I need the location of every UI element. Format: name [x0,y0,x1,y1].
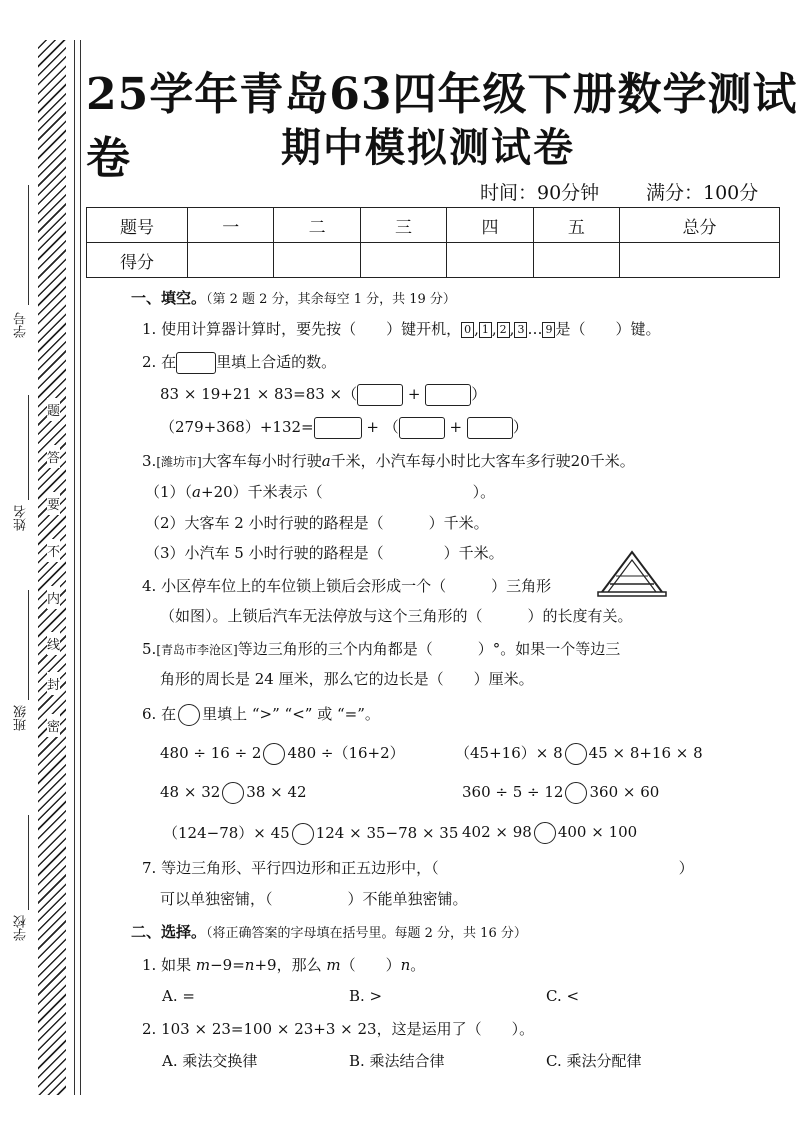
school-underline [28,815,29,910]
key-3-icon: 3 [514,322,527,338]
compare-left: 480 ÷ 16 ÷ 2 [160,744,262,762]
q1-2-expr-text: （279+368）+132= [160,418,314,436]
q1-3-text: 大客车每小时行驶 [201,452,322,470]
q1-6-text: 6. 在 [142,705,177,723]
plus-sign: + [407,385,421,403]
seal-char: 题 [47,398,60,421]
section-2-heading-line [131,921,527,942]
answer-box[interactable] [314,417,362,439]
compare-item [160,782,307,804]
compare-right: 480 ÷（16+2） [287,744,405,762]
question-1-4: 4. 小区停车位上的车位锁上锁后会形成一个（ ）三角形 [142,577,552,595]
name-label: 姓名 [14,505,29,531]
compare-circle[interactable] [565,782,587,804]
question-1-4-cont: （如图）。上锁后汽车无法停放与这个三角形的（ ）的长度有关。 [160,607,633,625]
question-1-5-cont: 角形的周长是 24 厘米，那么它的边长是（ ）厘米。 [160,670,534,688]
variable-a: a [321,452,331,470]
close-paren: ） [471,385,487,403]
plus-sign: + [366,418,379,436]
q2-1-text: 1. 如果 [142,956,196,974]
question-1-1: 1. 使用计算器计算时，要先按（ ）键开机， 0 , 1 , 2 , 3 … 9 是（ ）键。 [142,320,661,338]
seal-char: 答 [47,445,60,468]
seal-char: 要 [47,492,60,515]
q1-3-p1-text: （1）（ [145,483,193,501]
exam-full-score: 满分：100分 [646,182,759,204]
compare-left: 48 × 32 [160,783,221,801]
question-1-2 [142,351,336,374]
score-table-score-row [87,243,780,278]
q1-5-number: 5. [142,640,157,658]
seal-char: 封 [47,672,60,695]
compare-item [163,822,458,845]
score-cell[interactable] [620,243,780,278]
exam-time: 时间：90分钟 [480,182,600,204]
section-1-note: （第 2 题 2 分，其余每空 1 分，共 19 分） [206,292,456,307]
section-2-note: （将正确答案的字母填在括号里。每题 2 分，共 16 分） [206,926,527,941]
key-9-icon: 9 [542,322,555,338]
compare-circle[interactable] [565,743,587,765]
school-label: 学校 [14,915,29,941]
score-header-cell: 四 [447,208,533,243]
region-tag: [青岛市李沧区] [156,643,238,657]
variable-a: a [192,483,201,501]
question-1-7-cont: 可以单独密铺，（ ）不能单独密铺。 [160,890,468,908]
student-id-underline [28,185,29,305]
score-header-cell: 一 [188,208,274,243]
section-2-heading: 二、选择。 [131,923,207,941]
q2-1-text: −9= [210,956,245,974]
student-id-label: 学号 [14,312,29,338]
compare-right: 38 × 42 [246,783,307,801]
q1-3-number: 3. [142,452,157,470]
name-underline [28,395,29,500]
section-1-heading: 一、填空。 [131,289,207,307]
q1-3-p1-text-end: +20）千米表示（ ）。 [201,483,496,501]
close-paren: ） [512,418,528,436]
binding-line [74,40,75,1095]
question-1-7: 7. 等边三角形、平行四边形和正五边形中，（ ） [142,859,694,877]
binding-hatch [38,40,66,1095]
compare-left: （45+16）× 8 [455,744,563,762]
q1-2-expression-1 [160,383,486,406]
compare-right: 124 × 35−78 × 35 [315,824,459,842]
q1-3-part-2: （2）大客车 2 小时行驶的路程是（ ）千米。 [145,514,489,532]
option-c[interactable]: C. < [546,987,580,1005]
key-2-icon: 2 [497,322,510,338]
compare-item [455,742,703,765]
q2-1-text: 。 [410,956,426,974]
compare-left: （124−78）× 45 [163,824,290,842]
answer-box[interactable] [467,417,513,439]
compare-right: 360 × 60 [589,783,660,801]
option-b[interactable]: B. 乘法结合律 [349,1052,445,1070]
score-header-cell: 题号 [87,208,188,243]
answer-box[interactable] [399,417,445,439]
answer-box[interactable] [357,384,403,406]
seal-char: 线 [47,632,60,655]
compare-left: 402 × 98 [462,823,532,841]
q1-3-text-end: 千米，小汽车每小时比大客车多行驶20千米。 [330,452,635,470]
q1-2-text: 2. 在 [142,353,177,371]
answer-box[interactable] [425,384,471,406]
variable-m: m [195,956,211,974]
seal-char: 不 [47,539,60,562]
q1-2-expr-text: 83 × 19+21 × 83=83 ×（ [160,385,358,403]
compare-item [462,782,659,804]
compare-circle[interactable] [292,823,314,845]
seal-char: 密 [47,714,60,737]
section-1-heading-line [131,287,456,308]
class-underline [28,590,29,700]
open-paren: （ [383,418,399,436]
variable-n: n [244,956,255,974]
score-cell[interactable] [447,243,533,278]
score-cell[interactable] [188,243,274,278]
q1-1-text: 1. 使用计算器计算时，要先按（ ）键开机， [142,320,462,338]
option-a[interactable]: A. 乘法交换律 [162,1052,258,1070]
variable-m: m [326,956,341,974]
q1-2-expression-2 [160,416,528,439]
question-1-6 [142,703,380,726]
option-a[interactable]: A. = [162,987,195,1005]
question-2-1 [142,954,425,975]
compare-right: 45 × 8+16 × 8 [588,744,703,762]
score-header-cell: 总分 [620,208,780,243]
option-c[interactable]: C. 乘法分配律 [546,1052,642,1070]
question-2-2: 2. 103 × 23=100 × 23+3 × 23，这是运用了（ ）。 [142,1020,535,1038]
exam-title: 25学年青岛63四年级下册数学测试卷 [86,69,798,184]
seal-char: 内 [47,586,60,609]
q1-3-part-3: （3）小汽车 5 小时行驶的路程是（ ）千米。 [145,544,504,562]
compare-circle[interactable] [263,743,285,765]
q2-1-text: +9，那么 [254,956,327,974]
q1-1-text-end: 是（ ）键。 [555,320,661,338]
compare-item [160,742,405,765]
score-cell[interactable] [533,243,619,278]
variable-n: n [400,956,411,974]
score-row-label: 得分 [87,243,188,278]
q1-6-text-end: 里填上 “>” “<” 或 “=”。 [202,705,380,723]
q1-5-text: 等边三角形的三个内角都是（ ）°。如果一个等边三 [237,640,621,658]
exam-subtitle: 期中模拟测试卷 [281,124,575,171]
q2-1-text: （ ） [340,956,401,974]
key-1-icon: 1 [479,322,492,338]
circle-icon [178,704,200,726]
question-1-3 [142,450,635,471]
score-table [86,207,780,278]
q1-3-part-1 [145,481,495,502]
class-label: 班级 [14,705,29,731]
binding-line-inner [80,40,81,1095]
score-header-cell: 五 [533,208,619,243]
key-0-icon: 0 [461,322,474,338]
q1-2-text-end: 里填上合适的数。 [216,353,337,371]
compare-left: 360 ÷ 5 ÷ 12 [462,783,564,801]
compare-item [462,822,637,844]
score-header-cell: 三 [360,208,446,243]
region-tag: [潍坊市] [156,455,202,469]
parking-lock-triangle-icon [596,548,670,598]
plus-sign: + [449,418,463,436]
compare-circle[interactable] [222,782,244,804]
option-b[interactable]: B. > [349,987,383,1005]
question-1-5 [142,638,620,659]
score-header-cell: 二 [274,208,360,243]
score-cell[interactable] [274,243,360,278]
score-table-header-row [87,208,780,243]
compare-right: 400 × 100 [557,823,638,841]
ellipsis: … [527,320,543,338]
fill-box-icon [176,352,216,374]
score-cell[interactable] [360,243,446,278]
compare-circle[interactable] [534,822,556,844]
